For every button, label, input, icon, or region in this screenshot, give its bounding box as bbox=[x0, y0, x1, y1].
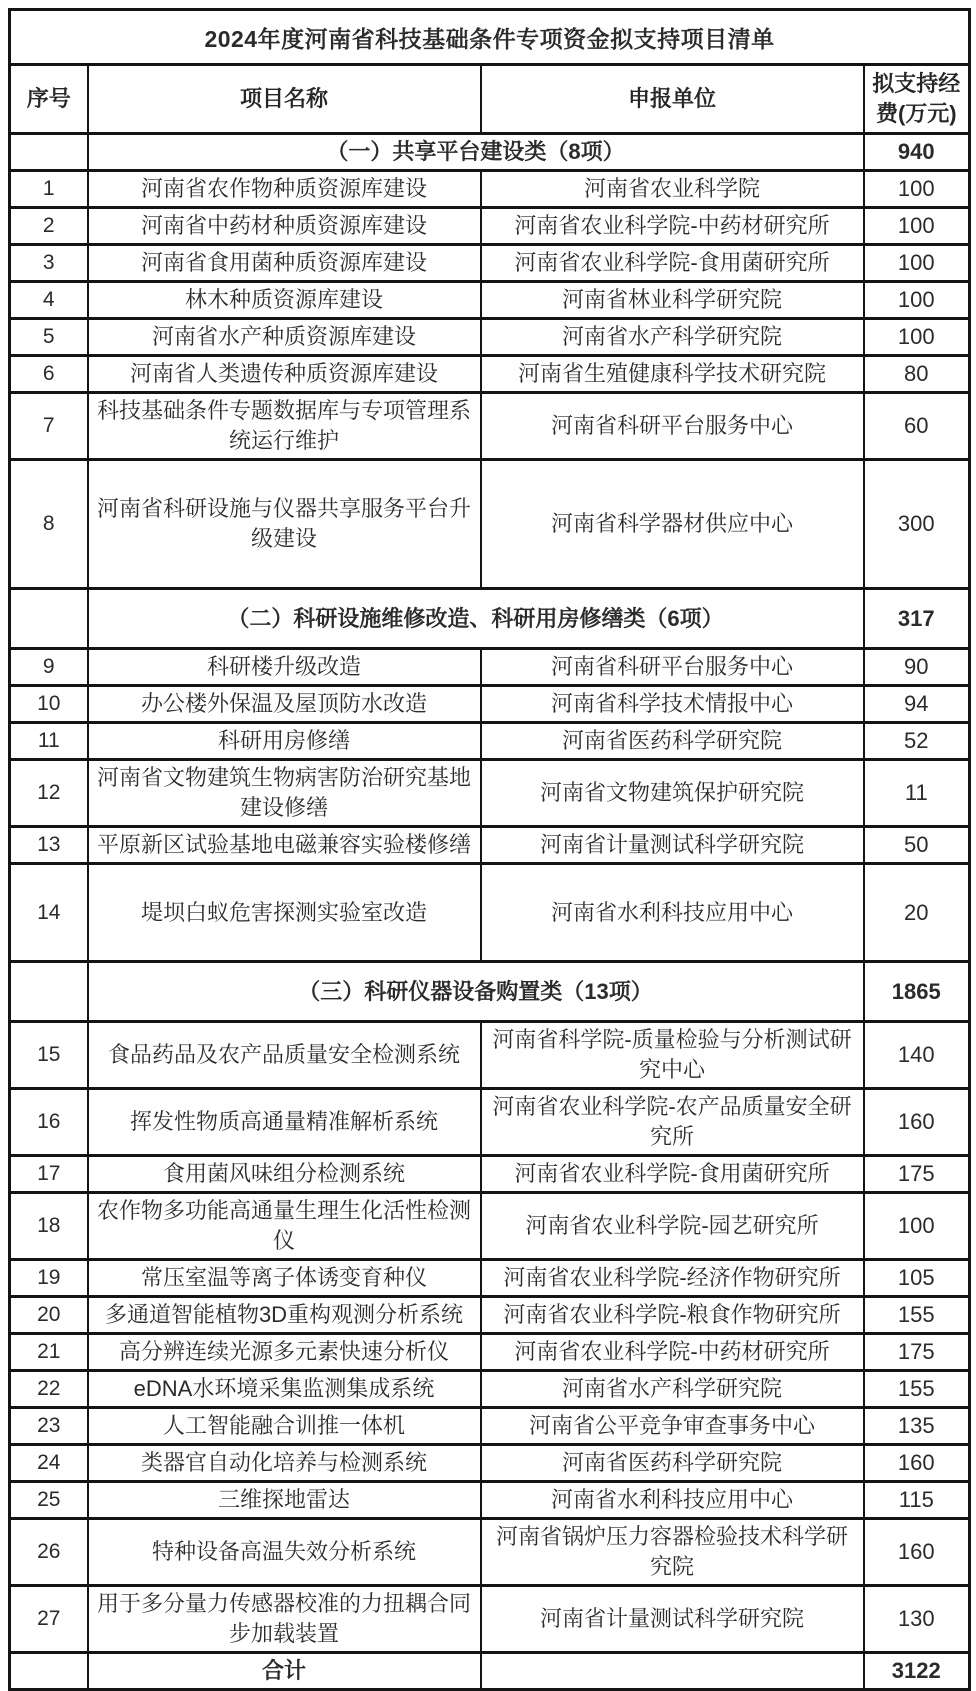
table-row bbox=[10, 245, 970, 282]
budget-amount: 160 bbox=[864, 1445, 970, 1482]
budget-amount: 94 bbox=[864, 686, 970, 723]
applicant-unit: 河南省农业科学院-中药材研究所 bbox=[481, 208, 864, 245]
budget-amount: 300 bbox=[864, 460, 970, 589]
applicant-unit: 河南省生殖健康科学技术研究院 bbox=[481, 356, 864, 393]
budget-amount: 100 bbox=[864, 171, 970, 208]
title-row bbox=[10, 10, 970, 65]
row-number: 7 bbox=[10, 393, 88, 460]
row-number: 17 bbox=[10, 1156, 88, 1193]
section-no-cell bbox=[10, 134, 88, 171]
column-header-no: 序号 bbox=[10, 65, 88, 134]
budget-amount: 155 bbox=[864, 1371, 970, 1408]
table-row bbox=[10, 1260, 970, 1297]
table-row bbox=[10, 1519, 970, 1586]
budget-amount: 115 bbox=[864, 1482, 970, 1519]
total-no-cell bbox=[10, 1653, 88, 1690]
budget-amount: 60 bbox=[864, 393, 970, 460]
row-number: 8 bbox=[10, 460, 88, 589]
budget-amount: 130 bbox=[864, 1586, 970, 1653]
budget-amount: 100 bbox=[864, 1193, 970, 1260]
table-row bbox=[10, 393, 970, 460]
budget-amount: 160 bbox=[864, 1519, 970, 1586]
applicant-unit: 河南省农业科学院 bbox=[481, 171, 864, 208]
project-name: 科研楼升级改造 bbox=[88, 649, 481, 686]
budget-amount: 52 bbox=[864, 723, 970, 760]
project-name: 林木种质资源库建设 bbox=[88, 282, 481, 319]
table-row bbox=[10, 1445, 970, 1482]
applicant-unit: 河南省水利科技应用中心 bbox=[481, 864, 864, 962]
row-number: 2 bbox=[10, 208, 88, 245]
applicant-unit: 河南省农业科学院-粮食作物研究所 bbox=[481, 1297, 864, 1334]
budget-amount: 175 bbox=[864, 1334, 970, 1371]
table-row bbox=[10, 686, 970, 723]
row-number: 16 bbox=[10, 1089, 88, 1156]
table-row bbox=[10, 760, 970, 827]
row-number: 14 bbox=[10, 864, 88, 962]
table-row bbox=[10, 1156, 970, 1193]
section-no-cell bbox=[10, 962, 88, 1022]
applicant-unit: 河南省科学技术情报中心 bbox=[481, 686, 864, 723]
row-number: 22 bbox=[10, 1371, 88, 1408]
row-number: 23 bbox=[10, 1408, 88, 1445]
applicant-unit: 河南省科研平台服务中心 bbox=[481, 393, 864, 460]
table-row bbox=[10, 319, 970, 356]
table-row bbox=[10, 1371, 970, 1408]
project-name: 高分辨连续光源多元素快速分析仪 bbox=[88, 1334, 481, 1371]
total-row bbox=[10, 1653, 970, 1690]
project-name: 科研用房修缮 bbox=[88, 723, 481, 760]
table-row bbox=[10, 171, 970, 208]
row-number: 25 bbox=[10, 1482, 88, 1519]
table-row bbox=[10, 282, 970, 319]
applicant-unit: 河南省水利科技应用中心 bbox=[481, 1482, 864, 1519]
applicant-unit: 河南省医药科学研究院 bbox=[481, 1445, 864, 1482]
budget-amount: 100 bbox=[864, 319, 970, 356]
section-label: （一）共享平台建设类（8项） bbox=[88, 134, 864, 171]
budget-amount: 100 bbox=[864, 245, 970, 282]
project-name: 河南省农作物种质资源库建设 bbox=[88, 171, 481, 208]
column-header-project: 项目名称 bbox=[88, 65, 481, 134]
project-name: 河南省中药材种质资源库建设 bbox=[88, 208, 481, 245]
project-name: 多通道智能植物3D重构观测分析系统 bbox=[88, 1297, 481, 1334]
column-header-unit: 申报单位 bbox=[481, 65, 864, 134]
row-number: 20 bbox=[10, 1297, 88, 1334]
row-number: 24 bbox=[10, 1445, 88, 1482]
table-row bbox=[10, 1586, 970, 1653]
applicant-unit: 河南省计量测试科学研究院 bbox=[481, 827, 864, 864]
applicant-unit: 河南省农业科学院-食用菌研究所 bbox=[481, 1156, 864, 1193]
column-header-budget: 拟支持经费(万元) bbox=[864, 65, 970, 134]
row-number: 11 bbox=[10, 723, 88, 760]
table-row bbox=[10, 1334, 970, 1371]
page-title: 2024年度河南省科技基础条件专项资金拟支持项目清单 bbox=[10, 10, 970, 65]
applicant-unit: 河南省锅炉压力容器检验技术科学研究院 bbox=[481, 1519, 864, 1586]
budget-amount: 175 bbox=[864, 1156, 970, 1193]
table-row bbox=[10, 1193, 970, 1260]
project-name: 河南省人类遗传种质资源库建设 bbox=[88, 356, 481, 393]
section-no-cell bbox=[10, 589, 88, 649]
project-name: 办公楼外保温及屋顶防水改造 bbox=[88, 686, 481, 723]
applicant-unit: 河南省科研平台服务中心 bbox=[481, 649, 864, 686]
table-row bbox=[10, 649, 970, 686]
section-label: （二）科研设施维修改造、科研用房修缮类（6项） bbox=[88, 589, 864, 649]
project-name: 用于多分量力传感器校准的力扭耦合同步加载装置 bbox=[88, 1586, 481, 1653]
project-name: 挥发性物质高通量精准解析系统 bbox=[88, 1089, 481, 1156]
section-header-row bbox=[10, 962, 970, 1022]
row-number: 4 bbox=[10, 282, 88, 319]
project-name: 河南省食用菌种质资源库建设 bbox=[88, 245, 481, 282]
column-header-row bbox=[10, 65, 970, 134]
row-number: 13 bbox=[10, 827, 88, 864]
budget-amount: 90 bbox=[864, 649, 970, 686]
section-header-row bbox=[10, 589, 970, 649]
project-name: 河南省文物建筑生物病害防治研究基地建设修缮 bbox=[88, 760, 481, 827]
total-label: 合计 bbox=[88, 1653, 481, 1690]
table-row bbox=[10, 208, 970, 245]
table-row bbox=[10, 1297, 970, 1334]
budget-amount: 50 bbox=[864, 827, 970, 864]
section-subtotal: 940 bbox=[864, 134, 970, 171]
project-name: 平原新区试验基地电磁兼容实验楼修缮 bbox=[88, 827, 481, 864]
applicant-unit: 河南省农业科学院-食用菌研究所 bbox=[481, 245, 864, 282]
row-number: 1 bbox=[10, 171, 88, 208]
project-name: 常压室温等离子体诱变育种仪 bbox=[88, 1260, 481, 1297]
applicant-unit: 河南省计量测试科学研究院 bbox=[481, 1586, 864, 1653]
row-number: 19 bbox=[10, 1260, 88, 1297]
project-name: 河南省科研设施与仪器共享服务平台升级建设 bbox=[88, 460, 481, 589]
applicant-unit: 河南省公平竞争审查事务中心 bbox=[481, 1408, 864, 1445]
applicant-unit: 河南省农业科学院-园艺研究所 bbox=[481, 1193, 864, 1260]
applicant-unit: 河南省农业科学院-中药材研究所 bbox=[481, 1334, 864, 1371]
applicant-unit: 河南省水产科学研究院 bbox=[481, 1371, 864, 1408]
project-name: 堤坝白蚁危害探测实验室改造 bbox=[88, 864, 481, 962]
project-name: 食品药品及农产品质量安全检测系统 bbox=[88, 1022, 481, 1089]
project-name: 类器官自动化培养与检测系统 bbox=[88, 1445, 481, 1482]
row-number: 5 bbox=[10, 319, 88, 356]
project-name: 食用菌风味组分检测系统 bbox=[88, 1156, 481, 1193]
budget-amount: 155 bbox=[864, 1297, 970, 1334]
budget-amount: 140 bbox=[864, 1022, 970, 1089]
applicant-unit: 河南省医药科学研究院 bbox=[481, 723, 864, 760]
table-row bbox=[10, 1022, 970, 1089]
row-number: 9 bbox=[10, 649, 88, 686]
budget-amount: 20 bbox=[864, 864, 970, 962]
section-subtotal: 1865 bbox=[864, 962, 970, 1022]
table-row bbox=[10, 1482, 970, 1519]
project-name: 科技基础条件专题数据库与专项管理系统运行维护 bbox=[88, 393, 481, 460]
applicant-unit: 河南省科学院-质量检验与分析测试研究中心 bbox=[481, 1022, 864, 1089]
section-header-row bbox=[10, 134, 970, 171]
budget-amount: 11 bbox=[864, 760, 970, 827]
applicant-unit: 河南省农业科学院-农产品质量安全研究所 bbox=[481, 1089, 864, 1156]
row-number: 6 bbox=[10, 356, 88, 393]
project-name: 特种设备高温失效分析系统 bbox=[88, 1519, 481, 1586]
row-number: 27 bbox=[10, 1586, 88, 1653]
budget-amount: 100 bbox=[864, 282, 970, 319]
table-row bbox=[10, 1408, 970, 1445]
applicant-unit: 河南省科学器材供应中心 bbox=[481, 460, 864, 589]
row-number: 15 bbox=[10, 1022, 88, 1089]
applicant-unit: 河南省水产科学研究院 bbox=[481, 319, 864, 356]
budget-amount: 160 bbox=[864, 1089, 970, 1156]
table-row bbox=[10, 864, 970, 962]
total-unit-cell bbox=[481, 1653, 864, 1690]
table-row bbox=[10, 723, 970, 760]
budget-amount: 135 bbox=[864, 1408, 970, 1445]
section-subtotal: 317 bbox=[864, 589, 970, 649]
project-name: eDNA水环境采集监测集成系统 bbox=[88, 1371, 481, 1408]
table-row bbox=[10, 827, 970, 864]
funding-table bbox=[8, 8, 971, 1691]
section-label: （三）科研仪器设备购置类（13项） bbox=[88, 962, 864, 1022]
total-value: 3122 bbox=[864, 1653, 970, 1690]
applicant-unit: 河南省林业科学研究院 bbox=[481, 282, 864, 319]
project-name: 河南省水产种质资源库建设 bbox=[88, 319, 481, 356]
budget-amount: 80 bbox=[864, 356, 970, 393]
row-number: 21 bbox=[10, 1334, 88, 1371]
table-row bbox=[10, 356, 970, 393]
budget-amount: 105 bbox=[864, 1260, 970, 1297]
project-name: 农作物多功能高通量生理生化活性检测仪 bbox=[88, 1193, 481, 1260]
row-number: 12 bbox=[10, 760, 88, 827]
row-number: 10 bbox=[10, 686, 88, 723]
budget-amount: 100 bbox=[864, 208, 970, 245]
applicant-unit: 河南省农业科学院-经济作物研究所 bbox=[481, 1260, 864, 1297]
project-name: 人工智能融合训推一体机 bbox=[88, 1408, 481, 1445]
row-number: 26 bbox=[10, 1519, 88, 1586]
row-number: 3 bbox=[10, 245, 88, 282]
table-row bbox=[10, 460, 970, 589]
project-name: 三维探地雷达 bbox=[88, 1482, 481, 1519]
row-number: 18 bbox=[10, 1193, 88, 1260]
table-row bbox=[10, 1089, 970, 1156]
applicant-unit: 河南省文物建筑保护研究院 bbox=[481, 760, 864, 827]
